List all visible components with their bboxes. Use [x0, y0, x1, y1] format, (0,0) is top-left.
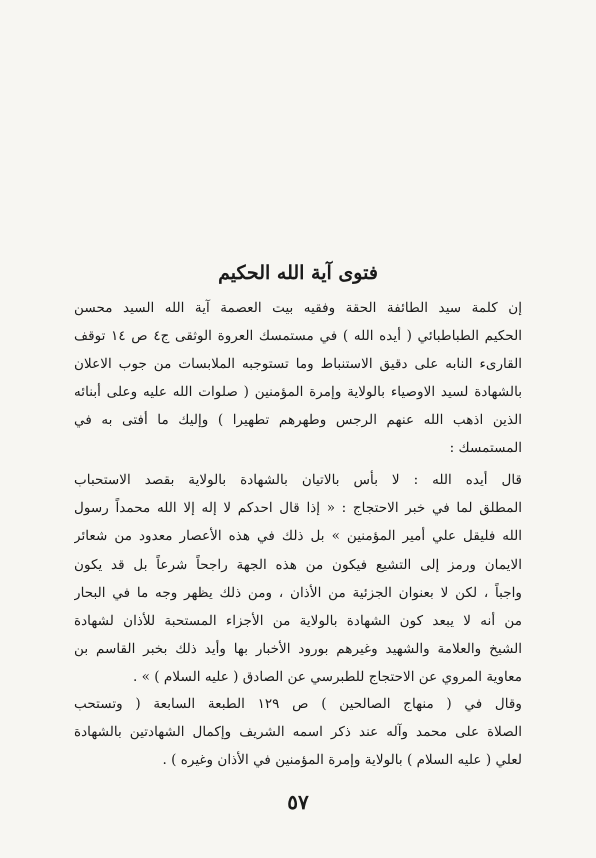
text-line: الذين اذهب الله عنهم الرجس وطهرهم تطهيرا ) وإليك ما أفتى به في [74, 412, 522, 429]
text-line: وقال في ( منهاج الصالحين ) ص ١٢٩ الطبعة السابعة ( وتستحب [74, 696, 522, 712]
paragraph-quote [74, 466, 522, 692]
text-line: واجباً ، لكن لا بعنوان الجزئية من الأذان ، ومن ذلك يظهر وجه ما في البحار [74, 584, 522, 601]
text-line: إن كلمة سيد الطائفة الحقة وفقيه بيت العصمة آية الله السيد محسن [74, 300, 522, 316]
paragraph-intro [74, 294, 522, 379]
text-line: المستمسك : [449, 440, 522, 457]
paragraph-minhaj [74, 690, 522, 775]
text-line: معاوية المروي عن الاحتجاج للطبرسي عن الصادق ( عليه السلام ) » . [133, 669, 522, 686]
page-number: ٥٧ [287, 790, 309, 814]
text-line: الايمان ورمز إلى التشيع فيكون من هذه الجهة راجحاً شرعاً بل قد يكون [74, 556, 522, 573]
text-line: القارىء النابه على دقيق الاستنباط وما تستوجبه الملابسات من جوب الاعلان [74, 356, 522, 373]
text-line: الصلاة على محمد وآله عند ذكر اسمه الشريف وإكمال الشهادتين بالشهادة [74, 724, 522, 741]
text-line: الله فليقل علي أمير المؤمنين » بل ذلك في هذه الأعصار معدود من شعائر [74, 528, 522, 545]
text-line: الشيخ والعلامة والشهيد وغيرهم بورود الأخبار بها وأيد ذلك بخبر القاسم بن [74, 641, 522, 658]
paragraph-intro-continued [74, 378, 522, 463]
text-line: قال أيده الله : لا بأس بالاتيان بالشهادة بالولاية بقصد الاستحباب [74, 472, 522, 488]
text-line: المطلق لما في خبر الاحتجاج : « إذا قال احدكم لا إله إلا الله محمداً رسول [74, 500, 522, 517]
text-line: الحكيم الطباطبائي ( أيده الله ) في مستمسك العروة الوثقى ج٤ ص ١٤ توقف [74, 328, 522, 345]
text-line: بالشهادة لسيد الاوصياء بالولاية وإمرة المؤمنين ( صلوات الله عليه وعلى أبنائه [74, 384, 522, 400]
text-line: من أنه لا يبعد كون الشهادة بالولاية من الأجزاء المستحبة للأذان لشهادة [74, 613, 522, 630]
text-line: لعلي ( عليه السلام ) بالولاية وإمرة المؤمنين في الأذان وغيره ) . [162, 752, 522, 769]
page-title: فتوى آية الله الحكيم [218, 262, 378, 284]
